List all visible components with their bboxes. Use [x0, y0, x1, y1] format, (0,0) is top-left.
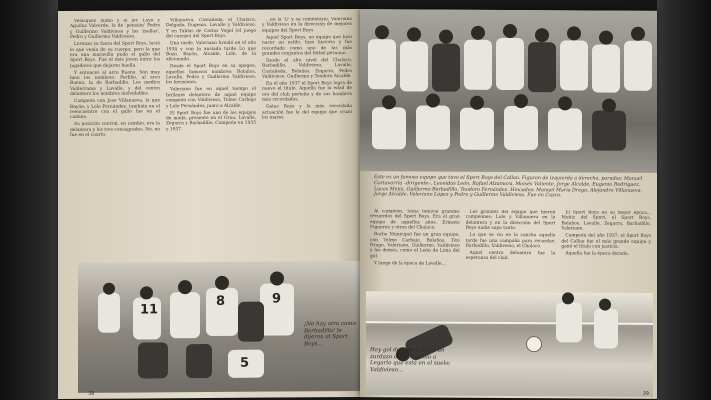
scan-border-left [0, 0, 58, 400]
text-column [70, 18, 160, 267]
paragraph: Campeón del año 1937, el Sport Boys del Callao fue el más grande equipo y ganó el título con justicia. [561, 233, 652, 250]
paragraph: En el año 1937 el Sport Boys logra de nuevo el título. Aquella fue la edad de oro del club porteño y de sus hombres más recordados. [262, 80, 352, 103]
text-column [166, 18, 256, 267]
text-column [370, 209, 460, 290]
page-number: 38 [88, 390, 95, 397]
paragraph: Al campeón, Tenía todavía grandes recuerdos del Sport Boys. Era el gran equipo de aquellos años, Ernesto Figueroa y otros del Chalaco. [370, 209, 460, 231]
paragraph: Gotas Bozo y la más recordada actuación fue la del equipo que cruzó los mares. [262, 104, 352, 121]
paragraph: Desde el Sport Boys en su apogeo, aquellos famosos nombres: Bolaños, Lavalle, Pedro y Guillermo Valdivieso, los hermanos. [166, 63, 256, 86]
page-number: 39 [642, 390, 649, 397]
paragraph: Una tarde, Valeriano brindó en el año 1934 y con la ansiada tarde Lo que Bozo, Bayón, Alcalde, Lolo, de la aficionada. [166, 40, 256, 63]
team-photo [360, 9, 657, 173]
jersey-number: 5 [240, 355, 250, 371]
jersey-number: 8 [216, 293, 226, 309]
pull-quote: Hay gol del Sport Boys, un zurdazo de Barbadillo a Legario que está en el suelo; Valdivieso... [370, 347, 451, 374]
paragraph: Aquel Sport Boys, un equipo que hizo nacer un estilo, hizo historia y fue recordado como uno de los más grandes conjuntos del fútbol peruano. [262, 34, 352, 57]
paragraph: Y luego de la época de Lavalle... [374, 260, 446, 267]
magazine-page-right [360, 9, 657, 399]
magazine-page-left [58, 9, 360, 399]
paragraph: Los grandes del equipo que fueron campeones; Lolo y Villanueva en la delantera y en la dirección del Sport Boys nadie supo tanto. [465, 209, 556, 232]
text-columns-left [70, 17, 352, 267]
text-column [466, 210, 556, 291]
goal-photo [366, 291, 653, 397]
text-column [561, 210, 651, 291]
scan-border-right [657, 0, 711, 400]
paragraph: Y entonces al arco Bueno. Son muy bien los nombres: Perfilio, al arco Bueno, la de Barbadillo. Los medios Valderrama y Lavalle, y del centro delantero los nombres inolvidables. [70, 69, 160, 98]
paragraph: Valeriano fue en aquel tiempo el brillante delantero de aquel equipo campeón con Valdivieso, Telmo Carbajo y Lolo Fernández, junto a Alcalde. [166, 87, 256, 109]
pull-quote: ¡No hay otro como Barbadillo! le dijeron al Sport Boys... [304, 320, 356, 348]
jersey-number: 11 [140, 302, 159, 318]
paragraph: Barba Municipal fue un gran equipo, con Telmo Carbajo, Bolaños, Tito Drago, Valeriano, Guillermo, Valdivieso y los demás, como el León de Lima del gol. [370, 232, 460, 259]
text-column [262, 17, 352, 266]
paragraph: Villanueva, Castañeda, el Chalaco, Delgado, Eugenio, Lavalle y Valdivieso. Y en Tablas de Carlos Vogel (el juego del cuerpo) del Sport Boys. [166, 17, 256, 40]
paragraph: Aquel centro delantero fue la esperanza del club. [465, 250, 556, 262]
paragraph: El Sport Boys fue uno de los equipos de moda, presente en el Grau; Lavalle, Zegarra y Barbadillo. Campeón en 1935 y 1937. [166, 110, 256, 133]
paragraph: Velásquez midió y el jer. Loyo y Aguiluz Valverde, la de 'pensión' Pedro y Guillermo Valdivieso y los 'mellos', Pedro y Guillermo Valdivieso. [70, 18, 160, 41]
text-columns-right [370, 209, 651, 291]
paragraph: Desde el alto nivel del Chalaco, Barbadillo, Valdivieso, Lavalle, Castañeda, Bolaños, Zegarra, Pedro Valdivieso, Guillermo y Teodoro Alcalde. [262, 57, 352, 80]
paragraph: ...en la 'U' y su comentario, Valeriano y Valdivieso en la dirección de mejores equipos del Sport Boys. [262, 17, 352, 34]
paragraph: Lorenzo ya fuera del Sport Boys, lució lo que venía de su cuerpo; pero la que era una maravilla pudo el gallo del Sport Boys. Fue el más joven entre los jugadores que dejaron huella. [70, 41, 160, 69]
paragraph: Su posición central, en cambio, era la delantera y los tres consagrados. No, no fue en el cuarto. [70, 121, 160, 139]
paragraph: Lo que se vio en la cancha aquella tarde fue una campaña para recordar; Barbadillo, Valdivieso, el Chalaco. [465, 232, 556, 250]
paragraph: Campeón con Jose Villanueva, la que Bayón; y Lolo Fernández, también en el reencuentro con el gallo fue en el camino. [70, 98, 160, 121]
jersey-number: 9 [272, 291, 282, 307]
photo-caption: Este es un famoso equipo que tuvo el Sport Boys del Callao. Figuran de izquierda a derecha, parados: Manuel Cortavarría –dirigente–, Leonidas León, Rafael Alzamora, Moisés Valiente, Jorge Alcalde, Eugenio Rodríguez, Lucas Mejía, Guillermo Barbadillo, Teodoro Fernández. Hincados: Manuel María Drago, Alejandro Villanueva, Jorge Alcalde, Valeriano López y Pedro y Guillermo Valdivieso. Fue en Cuzco. [374, 175, 643, 199]
paragraph: Aquella fue la época dorada. [565, 251, 629, 257]
paragraph: El Sport Boys en su mejor época... Muñiz del Sport, el Sport Boys, Bolaños, Lavalle, Zegarra, Barbadillo, Valeriano. [561, 210, 652, 232]
